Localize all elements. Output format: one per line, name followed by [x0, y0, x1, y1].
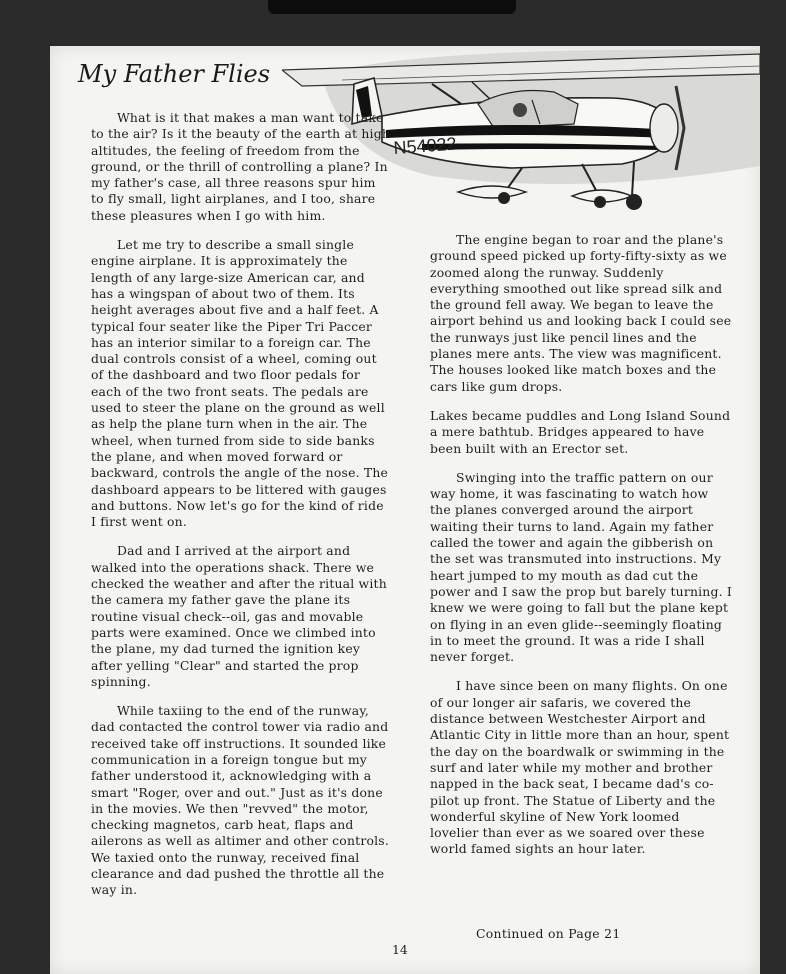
- paragraph: The engine began to roar and the plane's ground speed picked up forty-fifty-sixty as we zoomed along the runway. Suddenly everything smoothed out like spread silk and the ground fell away. We began to leave the airport behind us and looking back I could see the runways just like pencil lines and the planes mere ants. The view was magnificent. The houses looked like match boxes and the cars like gum drops.: [430, 232, 732, 394]
- registration-mark: N54022: [392, 133, 458, 158]
- paragraph: While taxiing to the end of the runway, dad contacted the control tower via radio and received take off instructions. It sounded like communication in a foreign tongue but my father understood it, acknowledging with a smart "Roger, over and out." Just as it's done in the movies. We then "revved" the motor, checking magnetos, carb heat, flaps and ailerons as well as altimer and other controls. We taxied onto the runway, received final clearance and dad pushed the throttle all the way in.: [91, 703, 389, 898]
- article-title: My Father Flies: [78, 60, 271, 88]
- viewer-top-bar: [268, 0, 516, 14]
- paragraph: Let me try to describe a small single engine airplane. It is approximately the length of any large-size American car, and has a wingspan of about two of them. Its height averages about five and a half feet. A typical four seater like the Piper Tri Paccer has an interior similar to a foreign car. The dual controls consist of a wheel, coming out of the dashboard and two floor pedals for each of the two front seats. The pedals are used to steer the plane on the ground as well as help the plane turn when in the air. The wheel, when turned from side to side banks the plane, and when moved forward or backward, controls the angle of the nose. The dashboard appears to be littered with gauges and buttons. Now let's go for the kind of ride I first went on.: [91, 237, 389, 530]
- paragraph: Lakes became puddles and Long Island Sound a mere bathtub. Bridges appeared to have been built with an Erector set.: [430, 407, 731, 456]
- right-column: [430, 232, 732, 871]
- paragraph: Swinging into the traffic pattern on our way home, it was fascinating to watch how the planes converged around the airport waiting their turns to land. Again my father called the tower and again the gibberish on the set was transmuted into instructions. My heart jumped to my mouth as dad cut the power and I saw the prop but barely turning. I knew we were going to fall but the plane kept on flying in an even glide--seemingly floating in to meet the ground. It was a ride I shall never forget.: [430, 469, 732, 665]
- page-number: 14: [392, 942, 408, 957]
- paragraph: I have since been on many flights. On one of our longer air safaris, we covered the distance between Westchester Airport and Atlantic City in little more than an hour, spent the day on the boardwalk or swimming in the surf and later while my mother and brother napped in the back seat, I became dad's co-pilot up front. The Statue of Liberty and the wonderful skyline of New York loomed lovelier than ever as we soared over these world famed sights an hour later.: [430, 678, 730, 857]
- paragraph: What is it that makes a man want to take to the air? Is it the beauty of the earth at high altitudes, the feeling of freedom from the ground, or the thrill of controlling a plane? In my father's case, all three reasons spur him to fly small, light airplanes, and I too, share these pleasures when I go with him.: [91, 110, 391, 223]
- paragraph: Dad and I arrived at the airport and walked into the operations shack. There we checked the weather and after the ritual with the camera my father gave the plane its routine visual check--oil, gas and movable parts were examined. Once we climbed into the plane, my dad turned the ignition key after yelling "Clear" and started the prop spinning.: [91, 543, 387, 689]
- document-page: [50, 46, 760, 974]
- left-column: [91, 110, 391, 912]
- continued-note: Continued on Page 21: [476, 926, 621, 941]
